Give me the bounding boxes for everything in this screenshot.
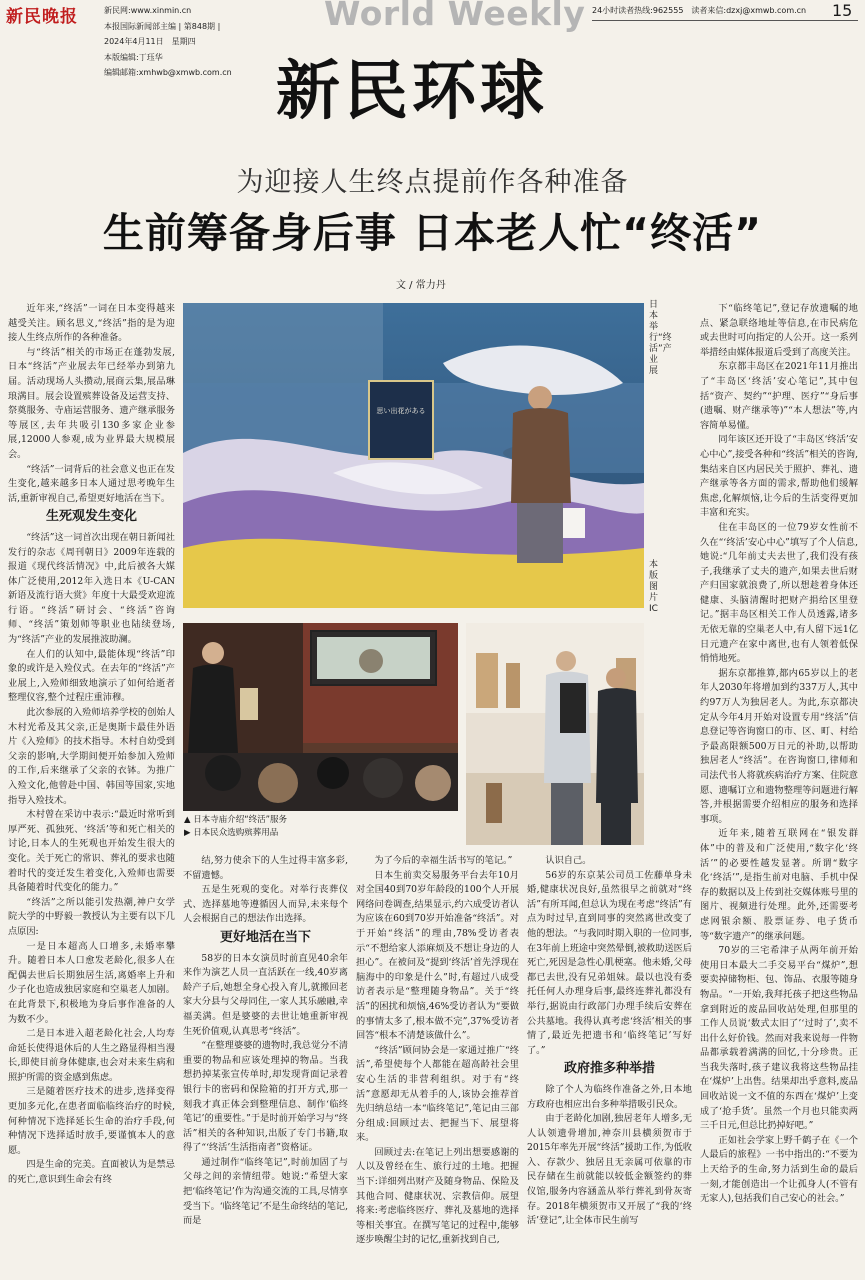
paragraph: 56岁的东京某公司员工佐藤单身未婚,健康状况良好,虽然很早之前就对“终活”有所耳闻,但总认为现在考虑“终活”有点为时过早,直到同事的突然离世改变了他的想法。“与我同时期入职的一位同事,在3年前上班途中突然晕倒,被救助送医后死亡,死因是急性心肌梗塞。他未婚,父母都已去世,没有兄弟姐妹。最以也没有委托任何人办理身后事,最终连葬礼都没有举行,据说由行政部门办理手续后安葬在公共墓地。我得认真考虑‘终活’相关的事情了,最近先把遗书和‘临终笔记’写好了。” <box>527 869 692 1056</box>
paragraph: 70岁的三宅希津子从两年前开始使用日本最大二手交易平台“煤炉”,想要卖掉储物柜、包、饰品、衣服等随身物品。“一开始,我拜托孩子把这些物品拿到附近的废品回收站处理,但那里的工作人员说‘数式太旧了’‘过时了’,卖不出什么好价钱。然而对我来说每一件物品都承载着满满的回忆,十分珍贵。正当我失落时,孩子建议我将这些物品挂在‘煤炉’上出售。结果却出乎意料,废品回收站说一文不值的东西在‘煤炉’上变成了‘抢手货’。虽然一个月也只能卖两三千日元,但总比扔掉好吧。” <box>700 945 858 1132</box>
reader-hotline: 24小时读者热线:962555 读者来信:dzxj@xmwb.com.cn <box>592 6 807 15</box>
col1-part1 <box>8 302 175 506</box>
column-2 <box>183 854 348 1272</box>
masthead-meta <box>104 3 232 81</box>
paragraph: “终活”这一词首次出现在朝日新闻社发行的杂志《周刊朝日》2009年连载的报道《现代终活情况》中,此后被各大媒体广泛使用,2012年入选日本《U-CAN新语及流行语大赏》年度十大最受欢迎流行语。“终活”研讨会、“终活”咨询师、“终活”策划师等职业也陆续登场,为“终活”产业的发展推波助澜。 <box>8 531 175 646</box>
paragraph: 与“终活”相关的市场正在蓬勃发展,日本“终活”产业展去年已经举办到第九届。活动现场人头攒动,展商云集,展品琳琅满目。展会设置殡葬设备及运营支持、祭奠服务、寺庙运营服务、遗产继承服务等展区,去年共吸引130多家企业参展,12000人参观,成为业界最大规模展会。 <box>8 346 175 460</box>
heading-zhengfu: 政府推多种举措 <box>563 1061 655 1077</box>
paragraph: “在整理婆婆的遗物时,我总觉分不清重要的物品和应该处理掉的物品。当我想扔掉某张宣传单时,却发现背面记录着银行卡的密码和保险箱的打开方式,那一刻我才真正体会到整理信息、制作‘临终笔记’的重要性。”于是时前开始学习与“终活”相关的各种知识,出版了专门书籍,取得了“‘终活’生活指南者”资格证。 <box>183 1040 348 1154</box>
paragraph: 二是日本进入超老龄化社会,人均寿命延长使得退休后的人生之路显得相当漫长,即使目前身体健康,也会对未来生病和照护所需的资金感到焦虑。 <box>8 1028 175 1083</box>
column-1 <box>8 302 175 1272</box>
top-rule <box>592 20 858 21</box>
col5-body <box>700 302 858 1207</box>
paragraph: 在人们的认知中,最能体现“终活”印象的或许是入殓仪式。在去年的“终活”产业展上,入殓师细致地演示了如何给逝者整理仪容,整个过程庄重沛穆。 <box>8 648 175 704</box>
caption-temple: ▲ 日本寺庙介绍“终活”服务 <box>184 815 288 825</box>
photo-flower-exhibit <box>183 303 644 608</box>
paragraph: 近年来,随着互联网在“银发群体”中的普及和广泛使用,“数字化‘终活’”的必要性越发显著。所谓“数字化‘终活’”,是指生前对电脑、手机中保存的数据以及上传到社交媒体账号里的图片、视频进行处理。此外,还需要考虑网银余额、股票证券、电子货币等“数字遗产”的继承问题。 <box>700 828 858 942</box>
paragraph: 三是随着医疗技术的进步,选择变得更加多元化,在患者面临临终治疗的时候,何种情况下选择延长生命的治疗手段,何种情况下选择适时放手,要谨慎本人的意愿。 <box>8 1086 175 1156</box>
temple-talk-illustration <box>183 623 458 811</box>
paragraph: 一是日本超高人口增多,未婚率攀升。随着日本人口愈发老龄化,很多人在配偶去世后长期独居生活,离婚率上升和少子化也造成独居家庭和空巢老人加剧。在此背景下,积极地为身后事作准备的人为数不少。 <box>8 940 175 1025</box>
column-5 <box>700 302 858 1272</box>
paragraph: “终活”之所以能引发热潮,神户女学院大学的中野毅一教授认为主要有以下几点原因: <box>8 896 175 937</box>
paragraph: 日本生前卖交易服务平台去年10月对全国40到70岁年龄段的100个人开展网络问卷调查,结果显示,约六成受访者认为应该在60到70岁开始准备“终活”。对于开始“终活”的理由,78%受访者表示“不想给家人添麻烦及不想让身边的人担心”。在被问及“提到‘终活’首先浮现在脑海中的印象是什么”时,有超过八成受访者表示是“整理随身物品”。关于“终活”的困扰和烦恼,46%受访者认为“要做的事情太多了,根本做不完”,37%受访者回答“根本不清楚该做什么”。 <box>356 869 519 1042</box>
paragraph: 此次参展的入殓师培养学校的创始人木村光希及其父亲,正是奥斯卡最佳外语片《入殓师》的技术指导。木村自幼受到父亲的影响,大学期间便开始参加入殓师的工作,后来继承了父亲的衣钵。为推广入殓文化,他曾赴中国、韩国等国家,实地指导入殓技术。 <box>8 707 175 806</box>
paragraph: 正如社会学家上野千鹤子在《一个人最后的旅程》一书中指出的:“不要为上天给予的生命,努力活到生命的最后一刻,才能创造出一个让孤身人(不管有无家人),包括我们自己安心的社会。” <box>700 1134 858 1205</box>
date-line: 2024年4月11日 星期四 <box>104 37 196 46</box>
heading-dangxia: 更好地活在当下 <box>219 929 311 945</box>
world-weekly-title: World Weekly <box>324 0 586 33</box>
photo-credit: 本版图片 IC <box>649 560 659 614</box>
exhibit-sign-text: 思い出花がある <box>376 407 426 415</box>
newspaper-logo: 新民晚报 <box>6 7 78 27</box>
col1-part2 <box>8 531 175 1188</box>
website-line: 新民网:www.xinmin.cn <box>104 6 192 15</box>
photo-funeral-goods <box>466 623 644 845</box>
col4-part2 <box>527 1083 692 1229</box>
article-title: 生前筹备身后事 日本老人忙“终活” <box>102 209 763 257</box>
heading-shengsiguan: 生死观发生变化 <box>45 509 137 525</box>
paragraph: 认识自己。 <box>545 855 592 866</box>
paragraph: 东京都丰岛区在2021年11月推出了“丰岛区‘终活’安心笔记”,其中包括“资产、契约”“护理、医疗”“身后事(遗嘱、财产继承等)”“本人想法”等,内容简单易懂。 <box>700 361 858 431</box>
article-subtitle: 为迎接人生终点提前作各种准备 <box>236 167 629 198</box>
page-number: 15 <box>832 1 853 20</box>
paragraph: 近年来,“终活”一词在日本变得越来越受关注。顾名思义,“终活”指的是为迎接人生终点所作的各种准备。 <box>8 303 175 344</box>
page-bottom <box>0 1262 865 1280</box>
section-title: 新民环球 <box>276 54 548 129</box>
paragraph: 下“临终笔记”,登记存放遗嘱的地点、紧急联络地址等信息,在市民病危或去世时可向指定的人公开。这一系列举措经由媒体报道后受到了高度关注。 <box>700 303 858 358</box>
paragraph: 五是生死观的变化。对举行丧葬仪式、选择墓地等遵循因人而异,未来每个人会根据自己的想法作出选择。 <box>183 884 348 925</box>
column-4 <box>527 854 692 1272</box>
paragraph: 四是生命的完美。直面被认为是禁忌的死亡,意识到生命会有终 <box>8 1159 175 1186</box>
col2-part2 <box>183 952 348 1229</box>
main-photo-caption: 日本举行“终活”产业展 <box>649 300 672 376</box>
paragraph: 为了今后的幸福生活书写的笔记。” <box>374 855 513 866</box>
paragraph: 木村曾在采访中表示:“最近时常听到厚严死、孤独死、‘终活’等和死亡相关的讨论,日本人的生死观也开始发生很大的变化。关于死亡的常识、葬礼的要求也随着时代的变迁发生着变化,入殓师也需要具备随着时代变化的能力。” <box>8 809 175 894</box>
flower-exhibit-illustration <box>183 303 644 608</box>
column-3 <box>356 854 519 1272</box>
paragraph: 同年该区还开设了“丰岛区‘终活’安心中心”,接受各种和“终活”相关的咨询,集结来自区内居民关于照护、葬礼、遗产继承等各方面的需求,帮助他们缓解焦虑,化解烦恼,让今后的生活变得更加丰富和充实。 <box>700 434 858 519</box>
paragraph: 58岁的日本女演员时前直见40余年来作为演艺人员一直活跃在一线,40岁离龄产子后,她想全身心投入育儿,就搬回老家大分县与父母同住,一家人其乐融融,幸福美满。但是婆婆的去世让她重新审视生死价值观,认真思考“终活”。 <box>183 952 348 1037</box>
paragraph: 由于老龄化加剧,独居老年人增多,无人认领遗骨增加,神奈川县横须贺市于2015年率先开展“终活”援助工作,为低收入、存款少、独居且无亲属可依靠的市民存储在生前就能以较低金额签约的葬仪馆,服务内容涵盖从举行葬礼到骨灰寄存。2018年横须贺市又开展了“我的‘终活’登记”,让全体市民生前写 <box>527 1113 692 1227</box>
paragraph: 回顾过去:在笔记上列出想要感谢的人以及曾经在生、旅行过的土地。把握当下:详细列出财产及随身物品、保险及其他合同、健康状况、宗教信仰。展望将来:考虑临终医疗、葬礼及墓地的选择等相关事宜。在撰写笔记的过程中,能够逐步唤醒尘封的记忆,重新找到自己, <box>356 1146 519 1246</box>
col4-part1 <box>527 854 692 1058</box>
paragraph: 通过制作“临终笔记”,时前加固了与父母之间的亲情纽带。她说:“希望大家把‘临终笔记’作为沟通交流的工具,尽情享受当下。‘临终笔记’不是生命终结的笔记,而是 <box>183 1156 348 1227</box>
byline: 文 / 常力丹 <box>396 280 446 291</box>
email-line: 编辑邮箱:xmhwb@xmwb.com.cn <box>104 68 232 77</box>
photo-temple-talk <box>183 623 458 811</box>
paragraph: “终活”一词背后的社会意义也正在发生变化,越来越多日本人通过思考晚年生活,重新审视自己,希望更好地活在当下。 <box>8 463 175 504</box>
paragraph: 除了个人为临终作准备之外,日本地方政府也相应出台多种举措吸引民众。 <box>527 1083 692 1110</box>
photo-captions <box>184 814 287 840</box>
col2-part1 <box>183 854 348 927</box>
funeral-goods-illustration <box>466 623 644 845</box>
paragraph: 住在丰岛区的一位79岁女性前不久在“‘终活’安心中心”填写了个人信息,她说:“几年前丈夫去世了,我们没有孩子,我继承了丈夫的遗产,如果去世后财产归国家就浪费了,所以想趁着身体还健康、头脑清醒时把财产捐给区里登记。”据丰岛区相关工作人员透露,诸多无依无靠的空巢老人中,有人留下远1亿日元遗产在家中离世,也有人领着低保悄悄地死。 <box>700 521 858 665</box>
paragraph: “终活”顾问协会是一家通过推广“终活”,希望使每个人都能在超高龄社会里安心生活的非营利组织。对于有“终活”意愿却无从着手的人,该协会推荐首先归纳总结一本“临终笔记”,笔记由三部分组成:回顾过去、把握当下、展望将来。 <box>356 1044 519 1144</box>
paragraph: 据东京都推算,都内65岁以上的老年人2030年将增加到约337万人,其中约97万人为独居老人。为此,东京都决定从今年4月开始对设置专用“终活”信息登记等咨询窗口的市、区、町、村给予最高限额500万日元的补助,以帮助独居老人“终活”。在咨询窗口,律师和司法代书人将就疾病治疗方案、住院意愿、遗嘱订立和遗物整理等问题进行解答,并根据需要介绍相应的服务和选择事项。 <box>700 667 858 825</box>
caption-goods: ▶ 日本民众选购殡葬用品 <box>184 828 279 838</box>
paragraph: 结,努力使余下的人生过得丰富多彩,不留遗憾。 <box>183 855 348 881</box>
edition-line: 本报国际新闻部主编 | 第848期 | <box>104 21 221 31</box>
editor-line: 本版编辑:丁珏华 <box>104 52 163 62</box>
col3-body <box>356 854 519 1248</box>
